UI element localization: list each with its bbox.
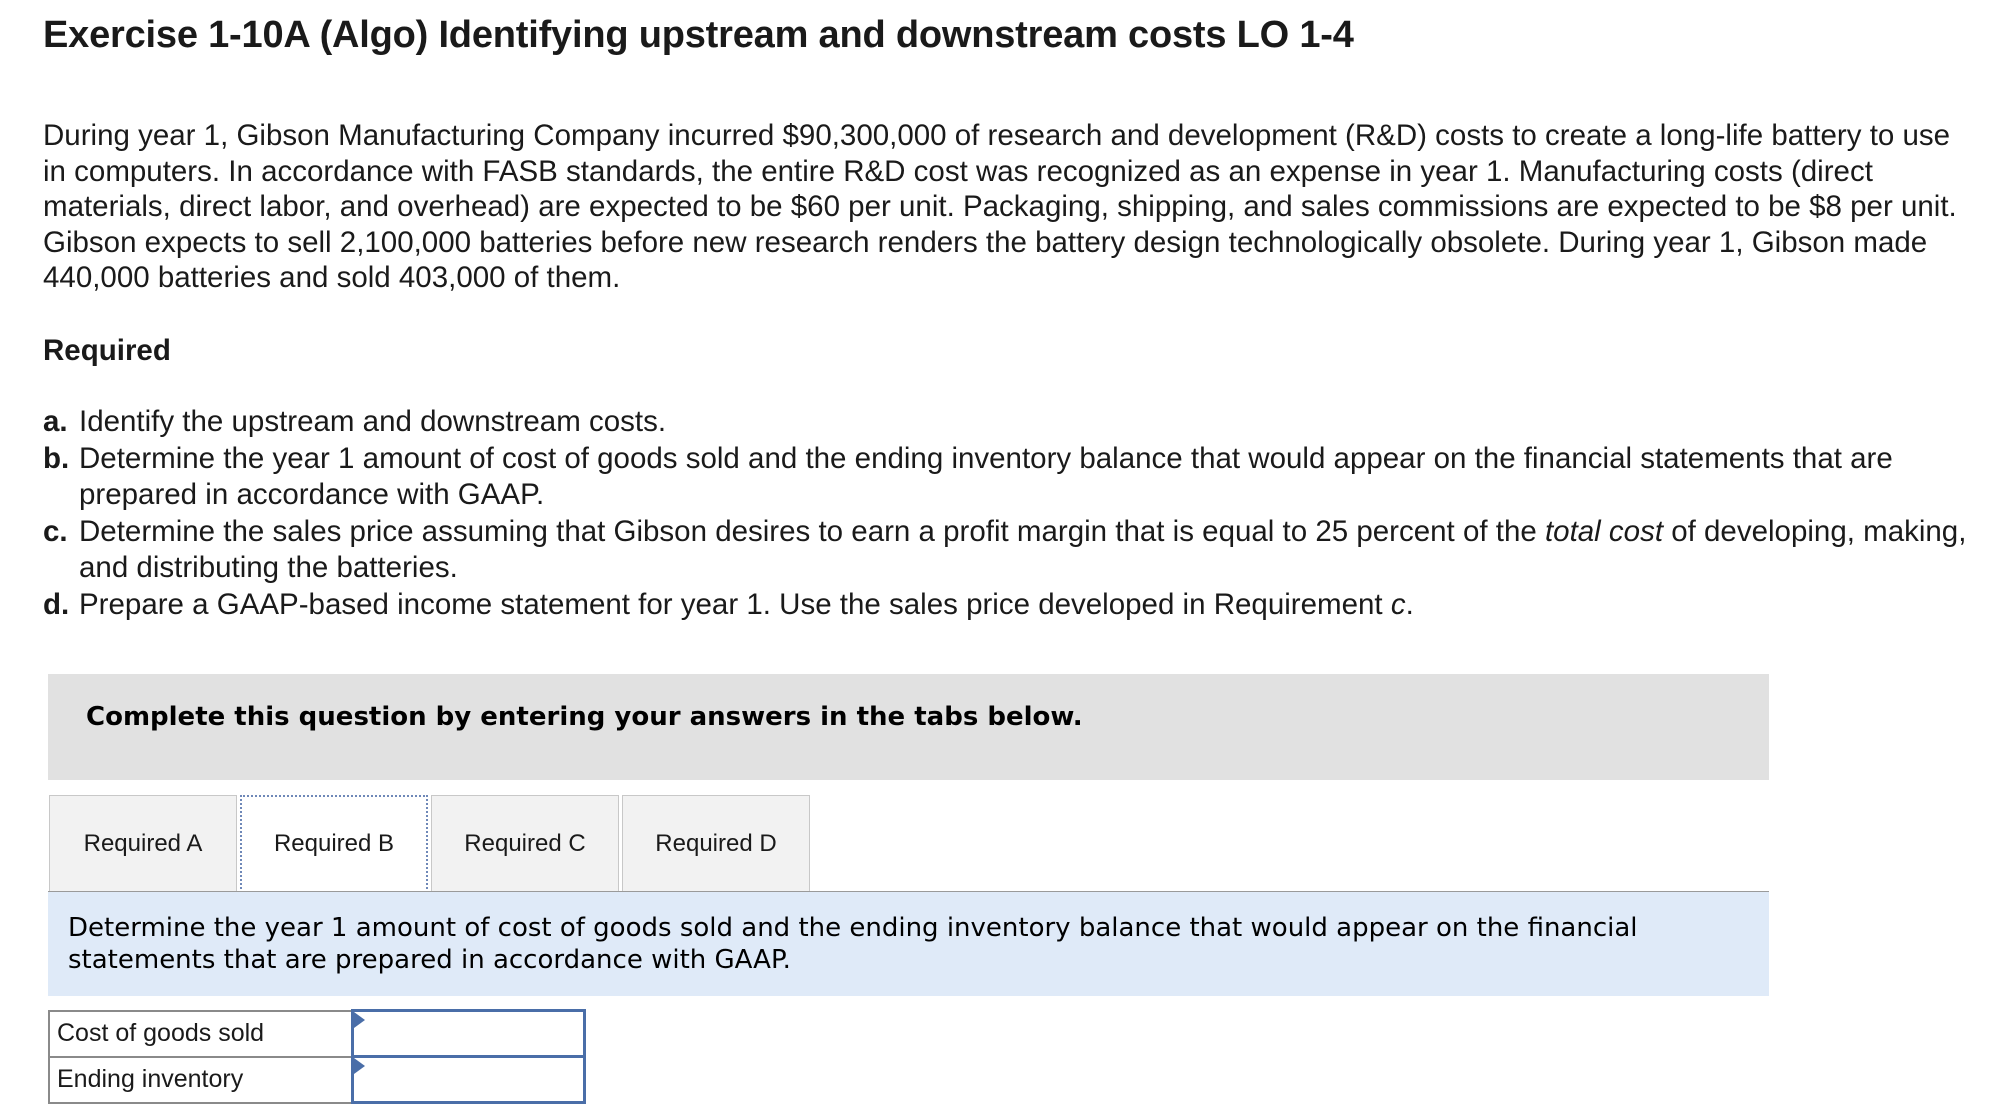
requirement-letter: b. (43, 441, 70, 475)
requirement-text-part: of developing, making, and distributing the batteries. (79, 514, 1967, 584)
cost-of-goods-sold-cell (352, 1011, 584, 1057)
cost-of-goods-sold-input[interactable] (354, 1013, 583, 1055)
tab-panel-description-text: Determine the year 1 amount of cost of goods sold and the ending inventory balance that would appear on the financial statements that are prepared in accordance with GAAP. (68, 913, 1638, 975)
requirement-text-part: Determine the sales price assuming that Gibson desires to earn a profit margin that is equal to 25 percent of the (79, 514, 1545, 548)
requirement-item (43, 404, 1973, 441)
tab-required-d[interactable]: Required D (622, 795, 810, 891)
input-marker-icon (354, 1012, 365, 1028)
cost-of-goods-sold-label: Cost of goods sold (49, 1011, 352, 1057)
tab-required-b[interactable]: Required B (240, 795, 428, 893)
requirement-letter: c. (43, 514, 68, 548)
requirement-letter: d. (43, 587, 70, 621)
ending-inventory-label: Ending inventory (49, 1057, 352, 1103)
requirement-letter: a. (43, 405, 68, 438)
tab-panel-description (48, 892, 1769, 996)
requirements-list (43, 404, 1973, 623)
requirement-text: Identify the upstream and downstream costs. (79, 405, 667, 438)
table-row (49, 1057, 584, 1103)
requirement-item (43, 514, 1973, 587)
table-row (49, 1011, 584, 1057)
requirement-emphasis: total cost (1544, 514, 1664, 548)
requirement-text: Determine the year 1 amount of cost of goods sold and the ending inventory balance that would appear on the financial statements that are prepared in accordance with GAAP. (79, 441, 1893, 511)
requirement-text-part: Prepare a GAAP-based income statement for year 1. Use the sales price developed in Requirement (79, 587, 1391, 621)
requirement-emphasis: c (1390, 587, 1406, 621)
ending-inventory-input[interactable] (354, 1059, 583, 1101)
instruction-text: Complete this question by entering your answers in the tabs below. (86, 702, 1083, 732)
input-marker-icon (354, 1058, 365, 1074)
requirement-text-part: . (1405, 587, 1414, 621)
tab-required-a[interactable]: Required A (49, 795, 237, 891)
tab-required-c[interactable]: Required C (431, 795, 619, 891)
requirement-item (43, 441, 1973, 514)
requirement-text (79, 588, 1414, 621)
ending-inventory-cell (352, 1057, 584, 1103)
problem-paragraph: During year 1, Gibson Manufacturing Company incurred $90,300,000 of research and development (R&D) costs to create a long-life battery to use in computers. In accordance with FASB standards, the entire R&D cost was recognized as an expense in year 1. Manufacturing costs (direct materials, direct labor, and overhead) are expected to be $60 per unit. Packaging, shipping, and sales commissions are expected to be $8 per unit. Gibson expects to sell 2,100,000 batteries before new research renders the battery design technologically obsolete. During year 1, Gibson made 440,000 batteries and sold 403,000 of them. (43, 119, 1957, 294)
answer-table (48, 1009, 586, 1104)
requirement-item (43, 587, 1973, 624)
requirement-text (79, 515, 1966, 585)
required-heading: Required (43, 334, 171, 367)
page-title: Exercise 1-10A (Algo) Identifying upstream and downstream costs LO 1-4 (43, 14, 1354, 56)
instruction-banner (48, 674, 1769, 780)
